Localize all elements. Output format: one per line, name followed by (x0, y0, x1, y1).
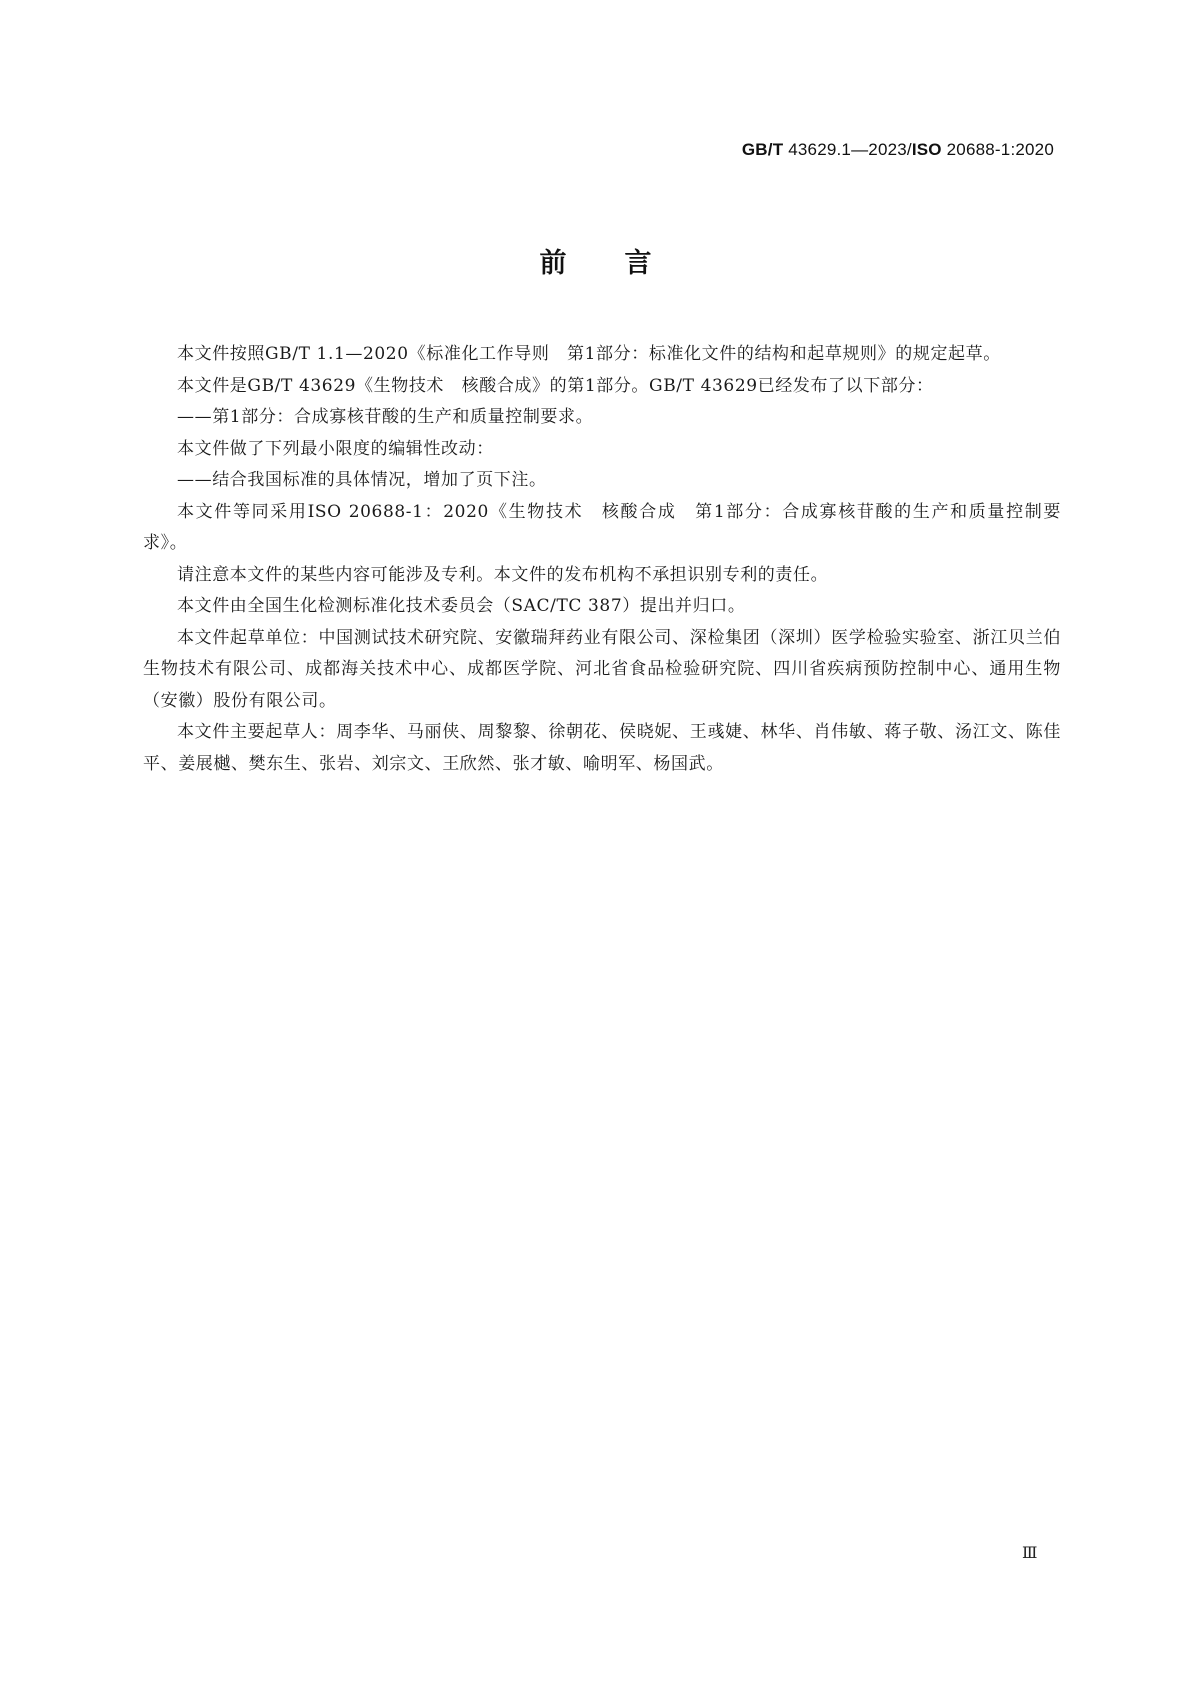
paragraph: 请注意本文件的某些内容可能涉及专利。本文件的发布机构不承担识别专利的责任。 (177, 564, 829, 585)
paragraph: 本文件按照GB/T 1.1—2020《标准化工作导则 第1部分：标准化文件的结构和起草规则》的规定起草。 (177, 344, 1001, 364)
page-number: Ⅲ (1022, 1543, 1038, 1562)
paragraph: 本文件做了下列最小限度的编辑性改动： (177, 438, 494, 459)
paragraph: 本文件起草单位：中国测试技术研究院、安徽瑞拜药业有限公司、深检集团（深圳）医学检验实验室、浙江贝兰伯生物技术有限公司、成都海关技术中心、成都医学院、河北省食品检验研究院、四川省疾病预防控制中心、通用生物（安徽）股份有限公司。 (143, 627, 1061, 711)
std-number: 43629.1—2023/ (788, 140, 912, 159)
paragraph: 本文件是GB/T 43629《生物技术 核酸合成》的第1部分。GB/T 43629已经发布了以下部分： (177, 375, 934, 396)
dash-list-item: ——第1部分：合成寡核苷酸的生产和质量控制要求。 (177, 407, 594, 427)
dash-list-item: ——结合我国标准的具体情况，增加了页下注。 (177, 470, 547, 490)
iso-prefix: ISO (911, 140, 942, 159)
page-title: 前言 (539, 248, 710, 279)
foreword-body (143, 339, 1061, 780)
iso-number: 20688-1:2020 (946, 140, 1054, 159)
std-prefix: GB/T (741, 140, 784, 159)
paragraph: 本文件主要起草人：周李华、马丽侠、周黎黎、徐朝花、侯晓妮、王彧婕、林华、肖伟敏、蒋子敬、汤江文、陈佳平、姜展樾、樊东生、张岩、刘宗文、王欣然、张才敏、喻明军、杨国武。 (143, 722, 1061, 774)
standard-number-header (742, 140, 1054, 160)
paragraph: 本文件等同采用ISO 20688-1：2020《生物技术 核酸合成 第1部分：合成寡核苷酸的生产和质量控制要求》。 (143, 501, 1061, 553)
paragraph: 本文件由全国生化检测标准化技术委员会（SAC/TC 387）提出并归口。 (177, 596, 746, 616)
